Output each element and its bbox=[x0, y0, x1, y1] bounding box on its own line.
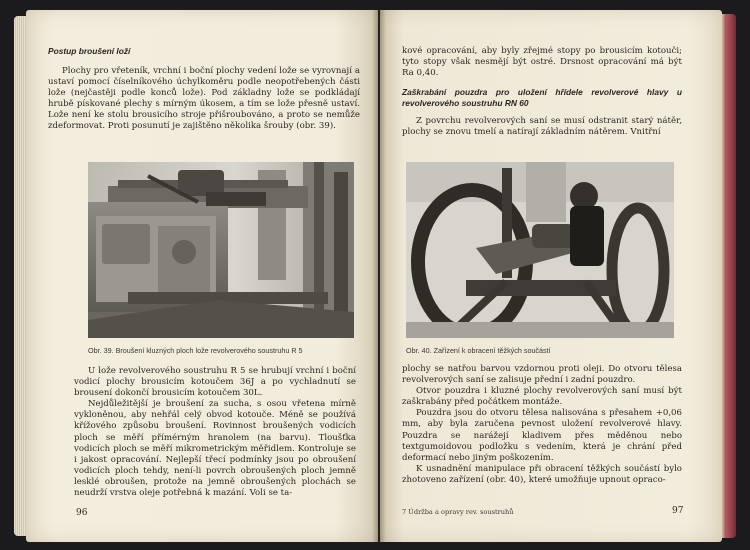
right-paragraph-5: K usnadnění manipulace při obracení těžkých součástí bylo zhotoveno zařízení (obr. 40), které umožňuje upnout opraco- bbox=[402, 463, 682, 485]
figure-40-photo bbox=[406, 162, 674, 338]
figure-39-photo bbox=[88, 162, 354, 338]
right-page-number: 97 bbox=[672, 506, 684, 516]
right-bottom-text bbox=[402, 364, 682, 486]
right-page bbox=[380, 10, 722, 542]
left-paragraph-3: Nejdůležitější je broušení za sucha, s osou vřetena mírně vykloněnou, aby nehřál celý obvod kotouče. Méně se používá křížového způsobu broušení. Rovinnost broušených vodicích ploch se měří přímérným hranolem (na barvu). Tloušťka vodicích ploch se měří mikrometrickým měřidlem. Kontroluje se i jakost opracování. Nejlepší třecí podmínky jsou po obroušení vodicích ploch tehdy, není-li povrch obroušených ploch jemně lesklé obroušen, protože na jemně obroušených plochách se neudrží vrstva oleje potřebná k mazání. Voli se ta- bbox=[74, 399, 356, 499]
right-paragraph-3: Otvor pouzdra i kluzné plochy revolverových saní musí být zaškrabány před počátkem montáže. bbox=[402, 386, 682, 408]
right-footer-signature: 7 Údržba a opravy rev. soustruhů bbox=[402, 508, 514, 516]
left-bottom-text bbox=[74, 366, 356, 499]
right-paragraph-4: Pouzdra jsou do otvoru tělesa nalisována s přesahem +0,06 mm, aby byla zaručena pevnost uložení revolverové hlavy. Pouzdra se narážejí kladivem přes měděnou nebo textgumoidovou podložku s vedením, která je chrání před deformací nebo jiným poškozením. bbox=[402, 408, 682, 463]
right-heading: Zaškrabání pouzdra pro uložení hřídele revolverové hlavy u revolverového soustruhu RN 60 bbox=[402, 87, 682, 108]
right-paragraph-0: kové opracování, aby byly zřejmé stopy po brousicím kotouči; tyto stopy však nesmějí být ostré. Drsnost opracování má být Ra 0,40. bbox=[402, 46, 682, 79]
left-paragraph-1: Plochy pro vřeteník, vrchní i boční plochy vedení lože se vyrovnají a ustaví pomocí číselníkového úchylkoměru podle neopotřebených části lože (nejčastěji podle konců lože). Pod základny lože se podkládají hrubě pískované plechy s mírným úkosem, a tím se lože přesně ustaví. Lože není ke stolu brousicího stroje přišroubováno, a proto se nemůže zdeformovat. Proti posunutí je zajištěno několika šrouby (obr. 39). bbox=[48, 65, 360, 131]
left-paragraph-2: U lože revolverového soustruhu R 5 se hrubují vrchní i boční vodicí plochy brousicím kotoučem 36J a po vychladnutí se brousení dokončí brousicím kotoučem 30L. bbox=[74, 366, 356, 399]
right-top-text bbox=[402, 46, 682, 138]
open-book bbox=[14, 10, 736, 542]
left-page bbox=[26, 10, 378, 542]
right-page-edges bbox=[720, 14, 736, 538]
figure-40-caption: Obr. 40. Zařízení k obracení těžkých součástí bbox=[406, 346, 551, 355]
right-paragraph-1: Z povrchu revolverových saní se musí odstranit starý nátěr, plochy se znovu tmelí a natírají základním nátěrem. Vnitřní bbox=[402, 116, 682, 138]
left-page-number: 96 bbox=[76, 508, 88, 518]
right-paragraph-2: plochy se natřou barvou vzdornou proti oleji. Do otvoru tělesa revolverových saní se zalisuje přední i zadní pouzdro. bbox=[402, 364, 682, 386]
book-gutter bbox=[372, 10, 386, 542]
figure-39-caption: Obr. 39. Broušení kluzných ploch lože revolverového soustruhu R 5 bbox=[88, 346, 303, 355]
left-top-text bbox=[48, 46, 360, 132]
left-heading: Postup broušení loží bbox=[48, 46, 131, 56]
